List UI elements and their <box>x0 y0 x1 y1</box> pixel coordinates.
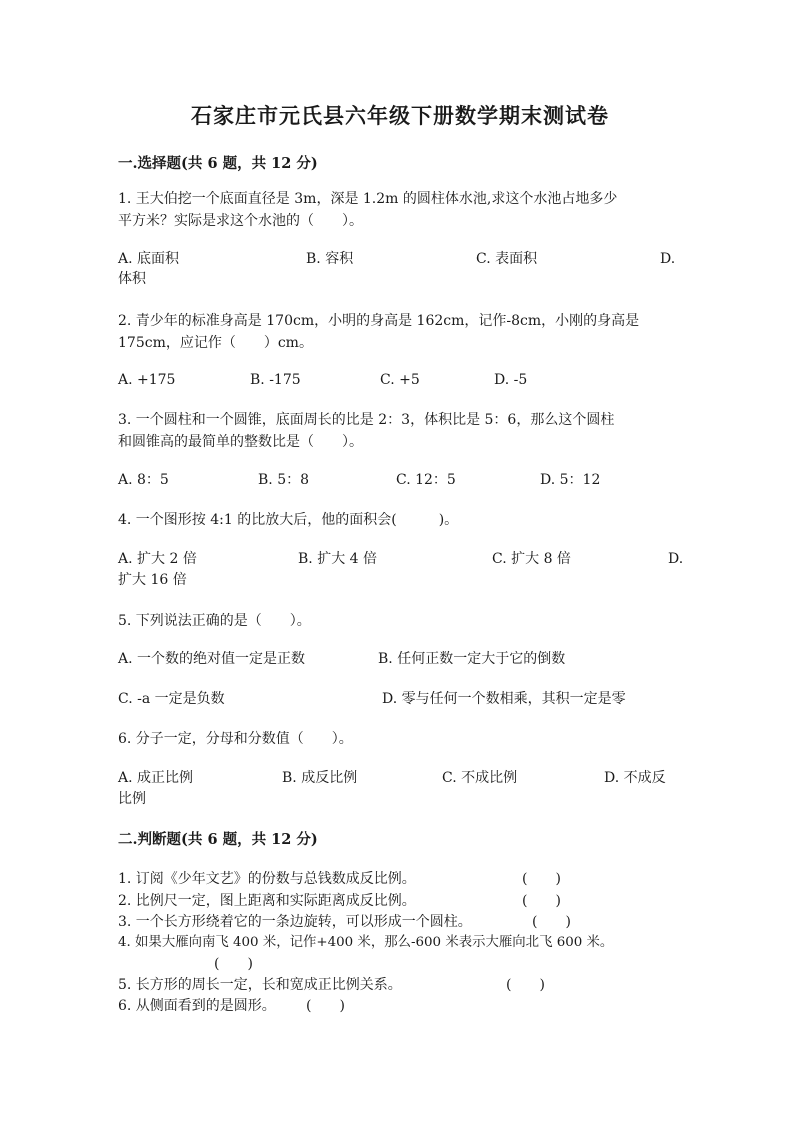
question-1-option-d: D. <box>660 251 676 267</box>
question-1-option-c: C. 表面积 <box>476 251 538 267</box>
section-heading-judge: 二.判断题(共 6 题，共 12 分) <box>118 831 318 848</box>
question-2-option-b: B. -175 <box>250 372 301 388</box>
question-1-option-b: B. 容积 <box>306 251 354 267</box>
question-5-option-b: B. 任何正数一定大于它的倒数 <box>378 651 566 667</box>
judge-item-1-blank: ( ) <box>522 871 561 887</box>
judge-item-6-blank: ( ) <box>306 998 345 1014</box>
question-4-option-c: C. 扩大 8 倍 <box>492 551 571 567</box>
question-6-option-b: B. 成反比例 <box>282 770 358 786</box>
question-4-option-d: D. <box>668 551 684 567</box>
judge-item-6: 6. 从侧面看到的是圆形。 <box>118 998 276 1014</box>
question-3-option-c: C. 12：5 <box>396 472 456 488</box>
question-3-line-1: 3. 一个圆柱和一个圆锥，底面周长的比是 2：3，体积比是 5：6，那么这个圆柱 <box>118 412 615 428</box>
question-2-option-a: A. +175 <box>118 372 176 388</box>
judge-item-2: 2. 比例尺一定，图上距离和实际距离成反比例。 <box>118 893 416 909</box>
question-6-option-c: C. 不成比例 <box>442 770 518 786</box>
judge-item-3: 3. 一个长方形绕着它的一条边旋转，可以形成一个圆柱。 <box>118 914 472 930</box>
question-6-option-d: D. 不成反 <box>604 770 666 786</box>
question-5-line-1: 5. 下列说法正确的是（ ）。 <box>118 613 311 629</box>
judge-item-5-blank: ( ) <box>506 977 545 993</box>
question-4-option-b: B. 扩大 4 倍 <box>298 551 377 567</box>
question-6-option-d-text: 比例 <box>118 791 146 807</box>
judge-item-1: 1. 订阅《少年文艺》的份数与总钱数成反比例。 <box>118 871 416 887</box>
section-heading-choice: 一.选择题(共 6 题，共 12 分) <box>118 155 318 172</box>
question-1-line-1: 1. 王大伯挖一个底面直径是 3m，深是 1.2m 的圆柱体水池,求这个水池占地多少 <box>118 191 618 207</box>
question-4-line-1: 4. 一个图形按 4:1 的比放大后，他的面积会( )。 <box>118 512 459 528</box>
question-2-option-d: D. -5 <box>494 372 528 388</box>
judge-item-4: 4. 如果大雁向南飞 400 米，记作+400 米，那么-600 米表示大雁向北飞 600 米。 <box>118 935 614 950</box>
question-6-option-a: A. 成正比例 <box>118 770 194 786</box>
question-6-line-1: 6. 分子一定，分母和分数值（ ）。 <box>118 731 353 747</box>
question-2-line-2: 175cm，应记作（ ）cm。 <box>118 335 313 351</box>
question-3-option-b: B. 5：8 <box>258 472 310 488</box>
question-1-option-d-text: 体积 <box>118 271 146 287</box>
judge-item-2-blank: ( ) <box>522 893 561 909</box>
question-5-option-a: A. 一个数的绝对值一定是正数 <box>118 651 306 667</box>
judge-item-5: 5. 长方形的周长一定，长和宽成正比例关系。 <box>118 977 402 993</box>
question-1-line-2: 平方米？实际是求这个水池的（ ）。 <box>118 213 363 229</box>
question-3-line-2: 和圆锥高的最简单的整数比是（ ）。 <box>118 434 363 450</box>
judge-item-3-blank: ( ) <box>532 914 571 930</box>
question-1-option-a: A. 底面积 <box>118 251 180 267</box>
question-3-option-d: D. 5：12 <box>540 472 601 488</box>
question-5-option-c: C. -a 一定是负数 <box>118 691 225 707</box>
judge-item-4-blank: ( ) <box>214 956 253 972</box>
question-4-option-d-text: 扩大 16 倍 <box>118 572 187 588</box>
question-5-option-d: D. 零与任何一个数相乘，其积一定是零 <box>382 691 626 707</box>
question-2-option-c: C. +5 <box>380 372 420 388</box>
page-title: 石家庄市元氏县六年级下册数学期末测试卷 <box>191 103 609 128</box>
question-3-option-a: A. 8：5 <box>118 472 169 488</box>
question-4-option-a: A. 扩大 2 倍 <box>118 551 197 567</box>
question-2-line-1: 2. 青少年的标准身高是 170cm，小明的身高是 162cm，记作-8cm，小刚的身高是 <box>118 313 640 329</box>
